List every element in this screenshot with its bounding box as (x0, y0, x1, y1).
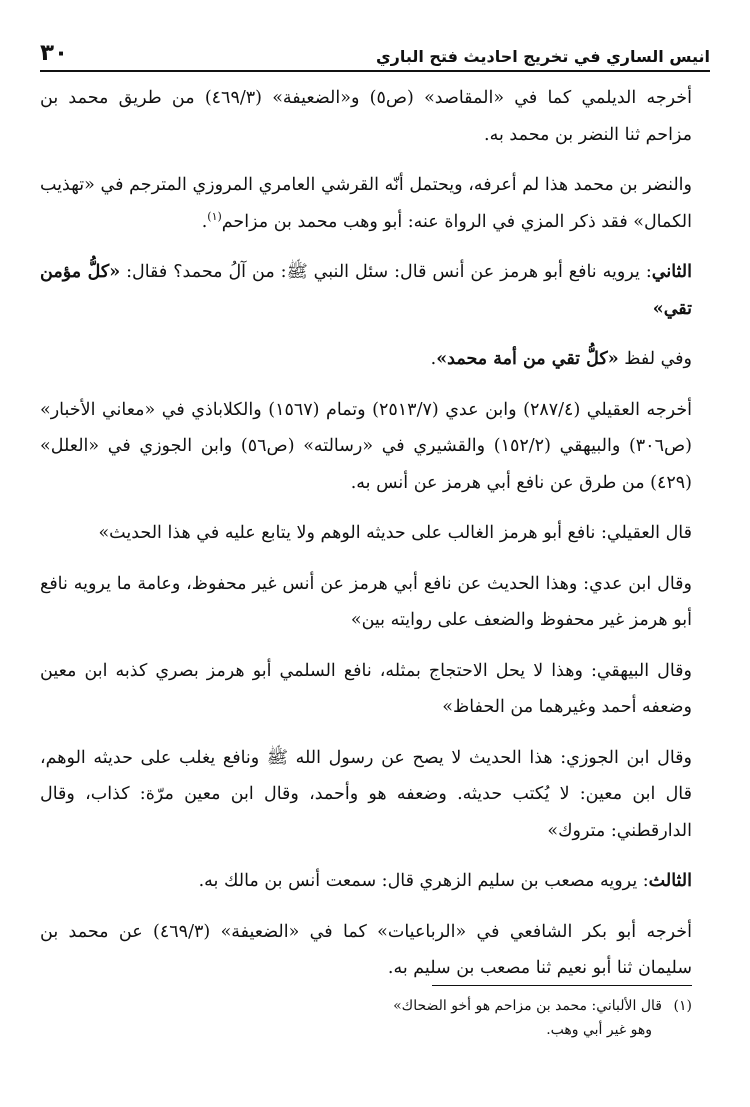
section-lead: الثالث (648, 871, 692, 891)
paragraph-text: أخرجه الديلمي كما في «المقاصد» (ص٥) و«الضعيفة» (٤٦٩/٣) من طريق محمد بن مزاحم ثنا النضر بن محمد به. (40, 88, 692, 145)
paragraph-text: أخرجه أبو بكر الشافعي في «الرباعيات» كما في «الضعيفة» (٤٦٩/٣) عن محمد بن سليمان ثنا أبو نعيم ثنا مصعب بن سليم به. (40, 921, 692, 978)
footnote-reference[interactable]: (١) (207, 209, 222, 223)
paragraph-punctuation: . (201, 211, 208, 232)
paragraph (40, 167, 692, 240)
paragraph-text: قال العقيلي: نافع أبو هرمز الغالب على حديثه الوهم ولا يتابع عليه في هذا الحديث» (98, 523, 692, 543)
paragraph (40, 80, 692, 153)
paragraph (40, 254, 692, 327)
paragraph (40, 914, 692, 987)
paragraph (40, 566, 692, 639)
paragraph-text: والنضر بن محمد هذا لم أعرفه، ويحتمل أنّه القرشي العامري المروزي المترجم في «تهذيب الكمال» فقد ذكر المزي في الرواة عنه: أبو وهب محمد بن مزاحم (40, 175, 692, 232)
page-number: ٣٠ (40, 40, 69, 66)
paragraph (40, 863, 692, 900)
hadith-quote: «كلُّ مؤمن تقي» (40, 262, 692, 319)
page-header (40, 30, 710, 72)
footnote-text: قال الألباني: محمد بن مزاحم هو أخو الضحاك» (393, 998, 662, 1014)
footnote-text: وهو غير أبي وهب. (546, 1022, 652, 1038)
paragraph-punctuation: . (430, 349, 437, 369)
footnotes (40, 994, 692, 1042)
paragraph (40, 740, 692, 850)
paragraph (40, 653, 692, 726)
footnote-separator (432, 985, 692, 986)
paragraph (40, 392, 692, 502)
paragraph-text: وقال ابن الجوزي: هذا الحديث لا يصح عن رسول الله ﷺ ونافع يغلب على حديثه الوهم، قال ابن معين: لا يُكتب حديثه. وضعفه هو وأحمد، وقال ابن معين مرّة: كذاب، وقال الدارقطني: متروك» (40, 747, 692, 841)
paragraph (40, 341, 692, 378)
footnote-number: (١) (673, 998, 692, 1014)
paragraph-text: : يرويه نافع أبو هرمز عن أنس قال: سئل النبي ﷺ: من آلُ محمد؟ فقال: (120, 262, 652, 282)
paragraph (40, 515, 692, 552)
hadith-quote: «كلُّ تقي من أمة محمد» (436, 349, 619, 369)
section-lead: الثاني (651, 262, 692, 282)
paragraph-text: وفي لفظ (618, 349, 692, 369)
footnote-continuation (40, 1018, 692, 1042)
paragraph-text: أخرجه العقيلي (٢٨٧/٤) وابن عدي (٢٥١٣/٧) وتمام (١٥٦٧) والكلاباذي في «معاني الأخبار» (ص٣٠٦) والبيهقي (١٥٢/٢) والقشيري في «رسالته» (ص٥٦) وابن الجوزي في «العلل» (٤٢٩) من طرق عن نافع أبي هرمز عن أنس به. (40, 399, 693, 493)
footnote (40, 994, 692, 1018)
paragraph-text: وقال ابن عدي: وهذا الحديث عن نافع أبي هرمز عن أنس غير محفوظ، وعامة ما يرويه نافع أبو هرمز غير محفوظ والضعف على روايته بين» (40, 573, 692, 630)
running-title: انيس الساري في تخريج احاديث فتح الباري (375, 47, 710, 66)
paragraph-text: وقال البيهقي: وهذا لا يحل الاحتجاج بمثله، نافع السلمي أبو هرمز بصري كذبه ابن معين وضعفه أحمد وغيرهما من الحفاظ» (40, 660, 692, 717)
main-text (40, 80, 692, 1001)
paragraph-text: : يرويه مصعب بن سليم الزهري قال: سمعت أنس بن مالك به. (198, 871, 649, 891)
